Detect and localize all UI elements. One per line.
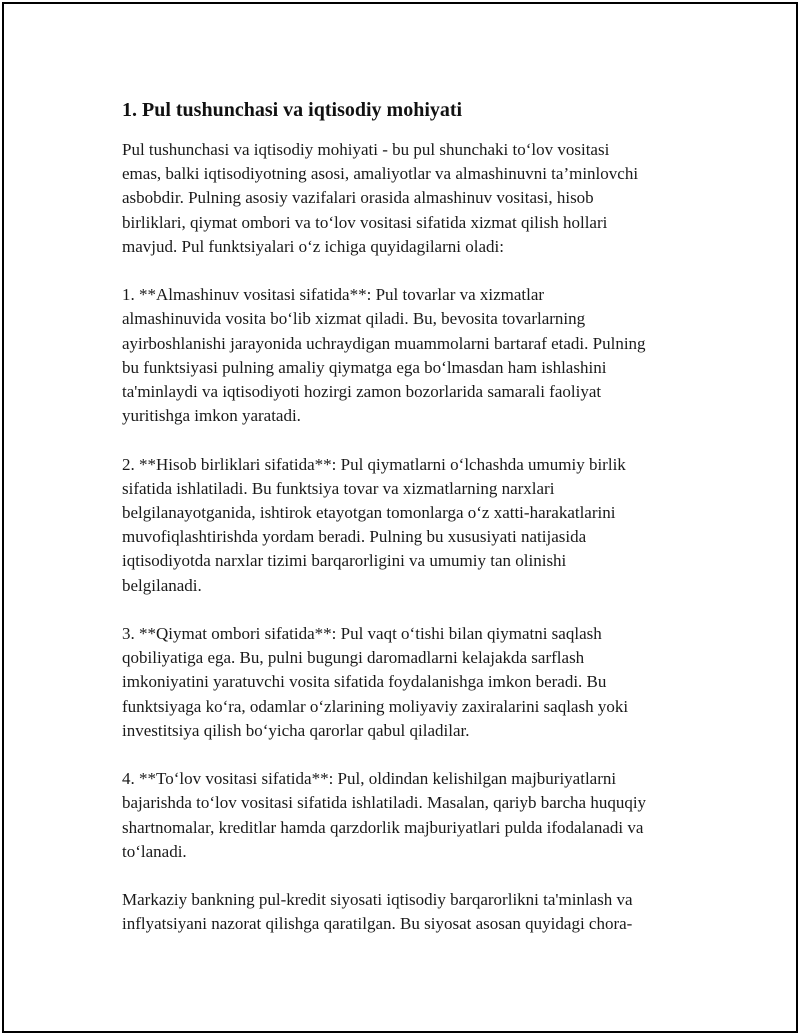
text-line: to‘lanadi. [122,841,187,861]
text-line: mavjud. Pul funktsiyalari o‘z ichiga quyidagilarni oladi: [122,236,504,256]
text-line: belgilanadi. [122,575,202,595]
text-line: yuritishga imkon yaratadi. [122,406,301,426]
text-line: sifatida ishlatiladi. Bu funktsiya tovar va xizmatlarning narxlari [122,478,555,498]
paragraph [122,138,697,259]
text-line: 4. **To‘lov vositasi sifatida**: Pul, oldindan kelishilgan majburiyatlarni [122,769,617,789]
paragraph [122,622,697,743]
text-line: belgilanayotganida, ishtirok etayotgan tomonlarga o‘z xatti-harakatlarini [122,503,616,523]
text-line: investitsiya qilish bo‘yicha qarorlar qabul qiladilar. [122,720,470,740]
text-line: qobiliyatiga ega. Bu, pulni bugungi daromadlarni kelajakda sarflash [122,648,585,668]
text-line: 1. **Almashinuv vositasi sifatida**: Pul tovarlar va xizmatlar [122,285,545,305]
paragraph-list [122,138,697,937]
text-line: Pul tushunchasi va iqtisodiy mohiyati - bu pul shunchaki to‘lov vositasi [122,140,610,159]
text-line: 3. **Qiymat ombori sifatida**: Pul vaqt o‘tishi bilan qiymatni saqlash [122,624,602,644]
text-line: funktsiyaga ko‘ra, odamlar o‘zlarining moliyaviy zaxiralarini saqlash yoki [122,696,629,716]
section-heading: 1. Pul tushunchasi va iqtisodiy mohiyati [122,99,463,121]
text-line: birliklari, qiymat ombori va to‘lov vositasi sifatida xizmat qilish hollari [122,212,608,232]
text-line: ta'minlaydi va iqtisodiyoti hozirgi zamon bozorlarida samarali faoliyat [122,382,602,402]
document-body [122,96,697,961]
text-line: muvofiqlashtirishda yordam beradi. Pulning bu xususiyati natijasida [122,527,587,547]
text-line: ayirboshlanishi jarayonida uchraydigan muammolarni bartaraf etadi. Pulning [122,333,646,353]
paragraph [122,283,697,428]
paragraph [122,888,697,936]
text-line: imkoniyatini yaratuvchi vosita sifatida foydalanishga imkon beradi. Bu [122,672,607,692]
text-line: shartnomalar, kreditlar hamda qarzdorlik majburiyatlari pulda ifodalanadi va [122,817,644,837]
text-line: emas, balki iqtisodiyotning asosi, amaliyotlar va almashinuvni ta’minlovchi [122,164,639,184]
text-line: iqtisodiyotda narxlar tizimi barqarorligini va umumiy tan olinishi [122,551,567,571]
text-line: 2. **Hisob birliklari sifatida**: Pul qiymatlarni o‘lchashda umumiy birlik [122,454,626,474]
paragraph [122,767,697,864]
text-line: inflyatsiyani nazorat qilishga qaratilgan. Bu siyosat asosan quyidagi chora- [122,914,633,934]
text-line: Markaziy bankning pul-kredit siyosati iqtisodiy barqarorlikni ta'minlash va [122,890,633,910]
text-line: bajarishda to‘lov vositasi sifatida ishlatiladi. Masalan, qariyb barcha huquqiy [122,793,647,813]
paragraph [122,453,697,598]
page-frame [2,2,798,1033]
text-line: asbobdir. Pulning asosiy vazifalari orasida almashinuv vositasi, hisob [122,188,594,208]
text-line: almashinuvida vosita bo‘lib xizmat qiladi. Bu, bevosita tovarlarning [122,309,586,329]
text-line: bu funktsiyasi pulning amaliy qiymatga ega bo‘lmasdan ham ishlashini [122,357,607,377]
